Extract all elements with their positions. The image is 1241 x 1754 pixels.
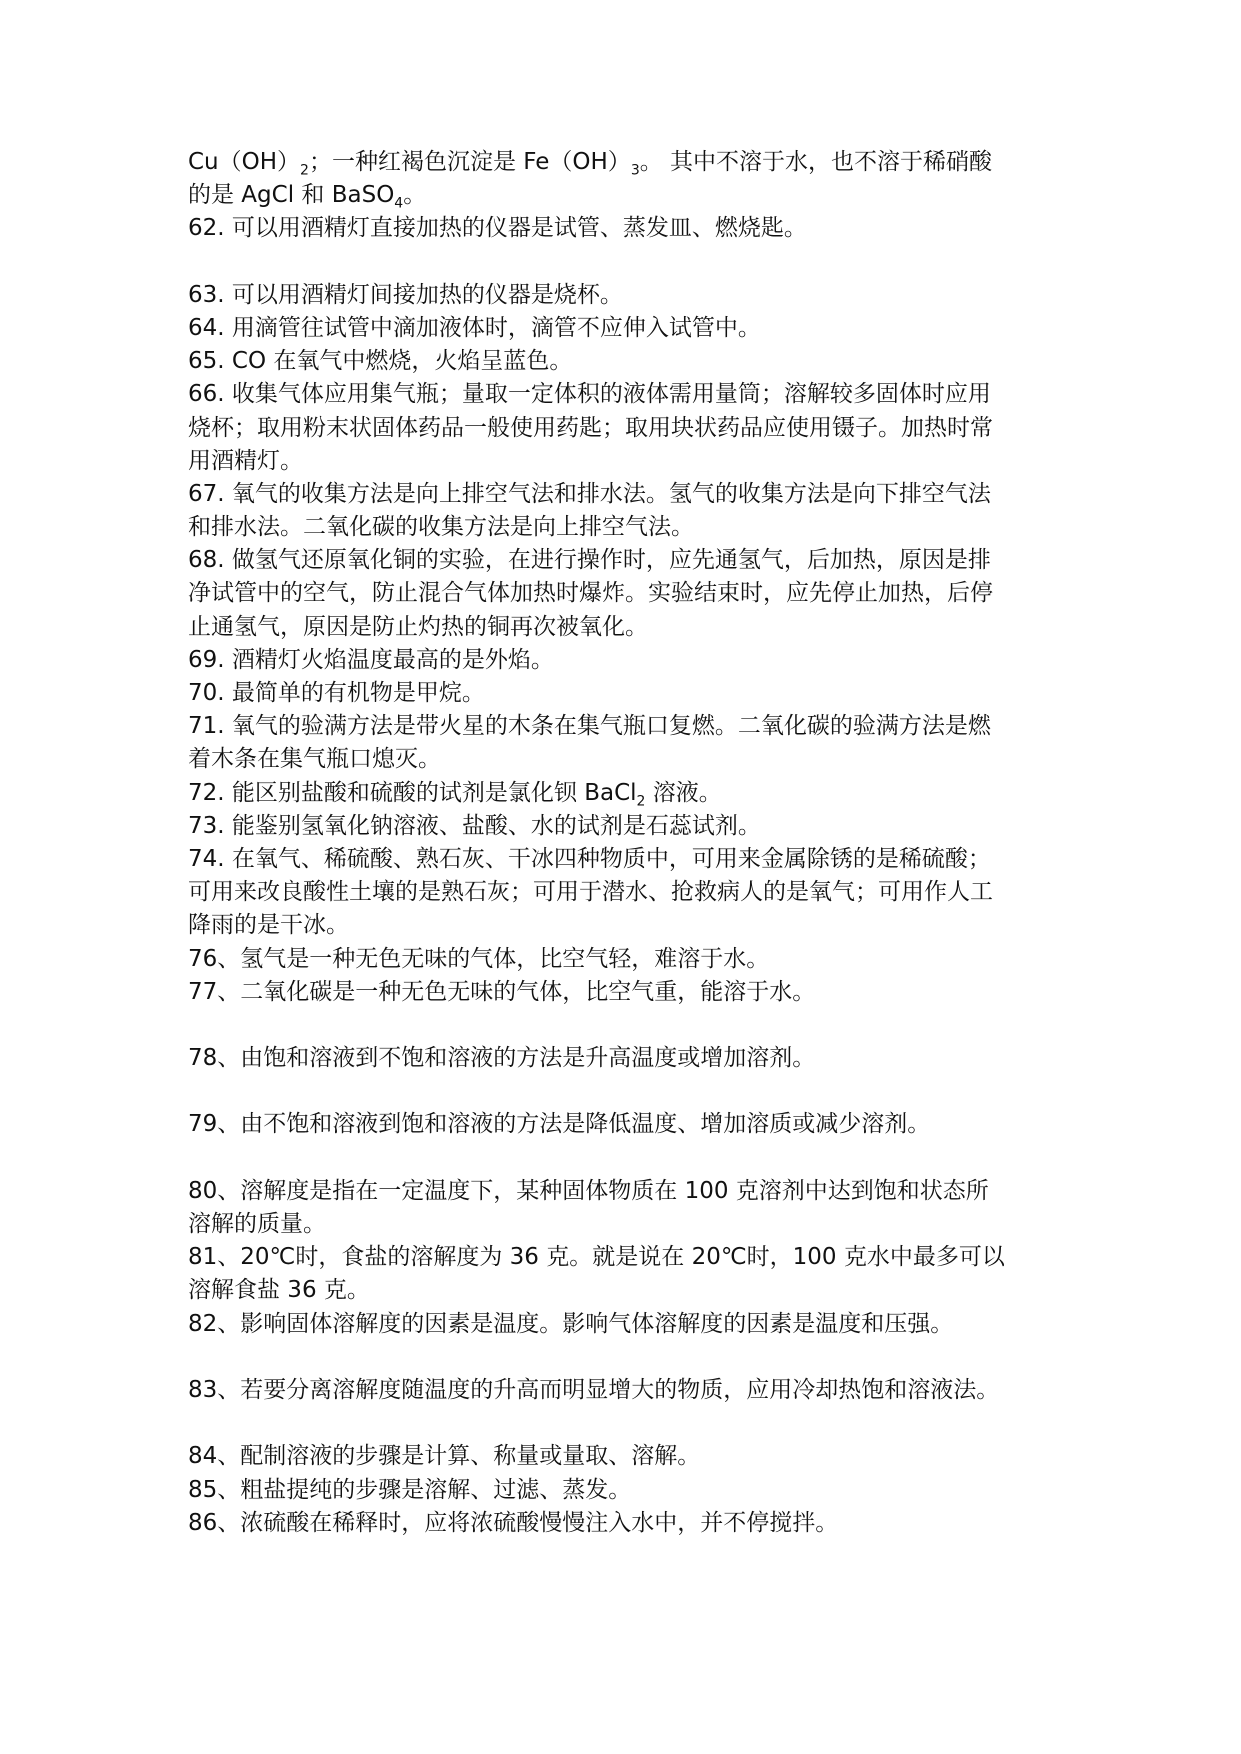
text-line <box>188 710 1068 743</box>
text-line <box>188 511 1068 544</box>
text-run: 76、氢气是一种无色无味的气体，比空气轻，难溶于水。 <box>188 945 770 972</box>
text-line <box>188 777 1068 810</box>
text-run: 净试管中的空气，防止混合气体加热时爆炸。实验结束时，应先停止加热，后停 <box>188 580 993 607</box>
paragraph <box>188 710 1068 776</box>
text-line <box>188 677 1068 710</box>
paragraph <box>188 843 1068 943</box>
paragraph <box>188 777 1068 810</box>
paragraph <box>188 146 1068 212</box>
text-run: 68. 做氢气还原氧化铜的实验，在进行操作时，应先通氢气，后加热，原因是排 <box>188 547 991 574</box>
text-line <box>188 1042 1068 1075</box>
text-run: 83、若要分离溶解度随温度的升高而明显增大的物质，应用冷却热饱和溶液法。 <box>188 1376 1000 1403</box>
text-line <box>188 179 1068 212</box>
text-run: 62. 可以用酒精灯直接加热的仪器是试管、蒸发皿、燃烧匙。 <box>188 215 807 242</box>
text-run: 。 其中不溶于水，也不溶于稀硝酸 <box>639 149 993 175</box>
text-line <box>188 943 1068 976</box>
paragraph <box>188 1374 1068 1407</box>
blank-line <box>188 246 1068 279</box>
text-run: 溶解食盐 36 克。 <box>188 1277 370 1304</box>
text-run: 82、影响固体溶解度的因素是温度。影响气体溶解度的因素是温度和压强。 <box>188 1310 954 1337</box>
text-run: 烧杯；取用粉末状固体药品一般使用药匙；取用块状药品应使用镊子。加热时常 <box>188 414 993 441</box>
text-run: 止通氢气，原因是防止灼热的铜再次被氧化。 <box>188 613 648 640</box>
text-run: Cu（OH） <box>188 149 301 175</box>
text-run: 67. 氧气的收集方法是向上排空气法和排水法。氢气的收集方法是向下排空气法 <box>188 480 991 507</box>
text-line <box>188 743 1068 776</box>
text-line <box>188 1440 1068 1473</box>
text-line <box>188 810 1068 843</box>
text-line <box>188 478 1068 511</box>
text-run: 77、二氧化碳是一种无色无味的气体，比空气重，能溶于水。 <box>188 978 816 1005</box>
text-run: 86、浓硫酸在稀释时，应将浓硫酸慢慢注入水中，并不停搅拌。 <box>188 1509 839 1536</box>
paragraph <box>188 1108 1068 1141</box>
text-run: 降雨的是干冰。 <box>188 912 349 939</box>
text-run: 84、配制溶液的步骤是计算、称量或量取、溶解。 <box>188 1443 701 1470</box>
paragraph <box>188 1175 1068 1241</box>
text-line <box>188 1308 1068 1341</box>
subscript: 2 <box>300 162 309 179</box>
blank-line <box>188 1075 1068 1108</box>
subscript: 2 <box>636 793 646 810</box>
text-line <box>188 1108 1068 1141</box>
document-page <box>188 146 1068 1540</box>
text-line <box>188 577 1068 610</box>
paragraph <box>188 1308 1068 1341</box>
text-run: 74. 在氧气、稀硫酸、熟石灰、干冰四种物质中，可用来金属除锈的是稀硫酸； <box>188 845 991 872</box>
blank-line <box>188 1142 1068 1175</box>
text-run: 69. 酒精灯火焰温度最高的是外焰。 <box>188 646 554 673</box>
text-run: 64. 用滴管往试管中滴加液体时，滴管不应伸入试管中。 <box>188 314 761 341</box>
text-line <box>188 909 1068 942</box>
text-run: 81、20℃时，食盐的溶解度为 36 克。就是说在 20℃时，100 克水中最多可以 <box>188 1244 1005 1271</box>
text-run: 溶解的质量。 <box>188 1211 326 1237</box>
paragraph <box>188 644 1068 677</box>
text-line <box>188 1474 1068 1507</box>
text-run: 73. 能鉴别氢氧化钠溶液、盐酸、水的试剂是石蕊试剂。 <box>188 812 761 839</box>
text-line <box>188 1374 1068 1407</box>
paragraph <box>188 212 1068 245</box>
text-run: 66. 收集气体应用集气瓶；量取一定体积的液体需用量筒；溶解较多固体时应用 <box>188 381 991 408</box>
text-run: 着木条在集气瓶口熄灭。 <box>188 746 441 773</box>
paragraph <box>188 1241 1068 1307</box>
text-run: 和排水法。二氧化碳的收集方法是向上排空气法。 <box>188 514 694 541</box>
blank-line <box>188 1341 1068 1374</box>
text-line <box>188 544 1068 577</box>
text-line <box>188 1241 1068 1274</box>
blank-line <box>188 1407 1068 1440</box>
text-line <box>188 1274 1068 1307</box>
text-run: 72. 能区别盐酸和硫酸的试剂是氯化钡 BaCl <box>188 779 637 806</box>
text-line <box>188 279 1068 312</box>
text-run: 用酒精灯。 <box>188 447 303 474</box>
text-line <box>188 876 1068 909</box>
paragraph <box>188 1440 1068 1473</box>
text-run: 85、粗盐提纯的步骤是溶解、过滤、蒸发。 <box>188 1476 632 1503</box>
text-line <box>188 445 1068 478</box>
text-line <box>188 146 1068 179</box>
text-run: 。 <box>403 182 427 209</box>
paragraph <box>188 976 1068 1009</box>
text-line <box>188 1175 1068 1208</box>
text-line <box>188 611 1068 644</box>
text-run: 70. 最简单的有机物是甲烷。 <box>188 680 485 706</box>
text-line <box>188 1507 1068 1540</box>
text-run: 79、由不饱和溶液到饱和溶液的方法是降低温度、增加溶质或减少溶剂。 <box>188 1111 931 1138</box>
subscript: 4 <box>394 195 404 212</box>
subscript: 3 <box>630 162 640 179</box>
paragraph <box>188 279 1068 312</box>
text-line <box>188 212 1068 245</box>
text-line <box>188 976 1068 1009</box>
paragraph <box>188 544 1068 644</box>
text-run: 71. 氧气的验满方法是带火星的木条在集气瓶口复燃。二氧化碳的验满方法是燃 <box>188 713 991 740</box>
paragraph <box>188 478 1068 544</box>
text-line <box>188 412 1068 445</box>
text-run: 78、由饱和溶液到不饱和溶液的方法是升高温度或增加溶剂。 <box>188 1045 816 1072</box>
text-line <box>188 1208 1068 1241</box>
paragraph <box>188 1474 1068 1507</box>
paragraph <box>188 1042 1068 1075</box>
text-run: 的是 AgCl 和 BaSO <box>188 182 395 209</box>
text-run: 65. CO 在氧气中燃烧，火焰呈蓝色。 <box>188 348 573 375</box>
text-line <box>188 345 1068 378</box>
text-line <box>188 312 1068 345</box>
text-run: 溶液。 <box>645 779 722 806</box>
paragraph <box>188 345 1068 378</box>
text-line <box>188 843 1068 876</box>
text-run: 80、溶解度是指在一定温度下，某种固体物质在 100 克溶剂中达到饱和状态所 <box>188 1177 989 1204</box>
text-run: ；一种红褐色沉淀是 Fe（OH） <box>308 149 631 175</box>
paragraph <box>188 312 1068 345</box>
text-line <box>188 644 1068 677</box>
blank-line <box>188 1009 1068 1042</box>
text-line <box>188 378 1068 411</box>
paragraph <box>188 943 1068 976</box>
paragraph <box>188 677 1068 710</box>
paragraph <box>188 1507 1068 1540</box>
paragraph <box>188 378 1068 478</box>
paragraph <box>188 810 1068 843</box>
text-run: 可用来改良酸性土壤的是熟石灰；可用于潜水、抢救病人的是氧气；可用作人工 <box>188 879 993 906</box>
text-run: 63. 可以用酒精灯间接加热的仪器是烧杯。 <box>188 281 623 308</box>
